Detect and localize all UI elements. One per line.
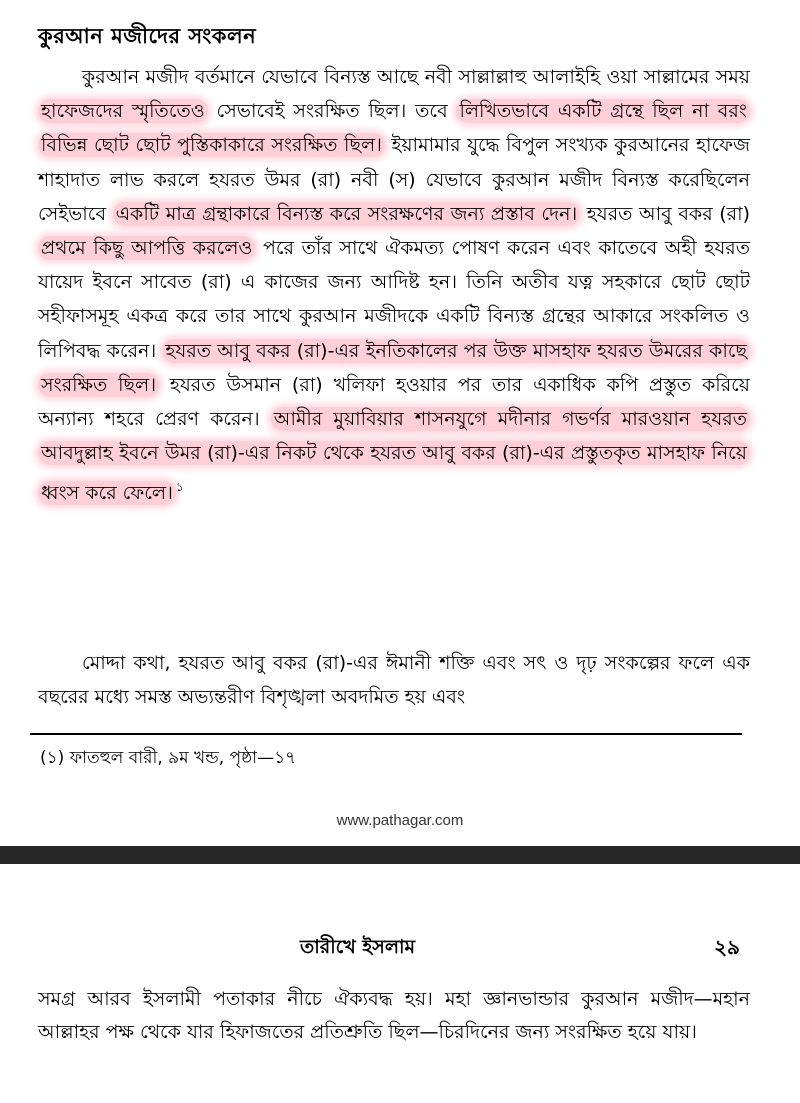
paragraph-continued: সমগ্র আরব ইসলামী পতাকার নীচে ঐক্যবদ্ধ হয়। মহা জ্ঞানভান্ডার কুরআন মজীদ—মহান আল্লাহর পক্ষ থেকে যার হিফাজতের প্রতিশ্রুতি ছিল—চিরদিনের জন্য সংরক্ষিত হয়ে যায়। <box>38 988 750 1043</box>
paragraph-text: পরে তাঁর সাথে ঐকমত্য পোষণ করেন এবং কাতেবে অহী হযরত যায়েদ ইবনে সাবেত (রা) এ কাজের জন্য আদিষ্ট হন। তিনি অতীব যত্ন সহকারে ছোট ছোট সহীফাসমূহ একত্র করে তার সাথে কুরআন মজীদকে একটি বিন্যস্ত গ্রন্থের আকারে সংকলিত ও লিপিবদ্ধ করেন। <box>38 237 750 362</box>
page-number: ২৯ <box>714 935 740 959</box>
footnote-marker: ১ <box>175 480 184 495</box>
footnote: (১) ফাতহুল বারী, ৯ম খন্ড, পৃষ্ঠা—১৭ <box>40 748 297 768</box>
page-separator <box>0 846 800 864</box>
paragraph-text: ইয়ামামার যুদ্ধে বিপুল সংখ্যক কুরআনের হাফেজ শাহাদাত লাভ করলে হযরত উমর (রা) নবী (স) যেভাবে কুরআন মজীদ বিন্যস্ত করেছিলেন সেইভাবে <box>38 134 751 225</box>
paragraph-text: সেভাবেই সংরক্ষিত ছিল। তবে <box>207 100 457 123</box>
running-head: তারীখে ইসলাম <box>300 936 416 958</box>
paragraph-main <box>38 60 750 510</box>
footnote-divider <box>30 733 742 735</box>
highlighted-text: একটি মাত্র গ্রন্থাকারে বিন্যস্ত করে সংরক্ষণের জন্য প্রস্তাব দেন। <box>113 202 581 226</box>
paragraph-text: হযরত উসমান (রা) খলিফা হওয়ার পর তার একাধিক কপি প্রস্তুত করিয়ে অন্যান্য শহরে প্রেরণ করেন। <box>38 373 750 431</box>
paragraph-text: হযরত আবু বকর (রা) <box>580 202 750 225</box>
page-lower <box>0 864 800 1103</box>
paragraph-summary: মোদ্দা কথা, হযরত আবু বকর (রা)-এর ঈমানী শক্তি এবং সৎ ও দৃঢ় সংকল্পের ফলে এক বছরের মধ্যে সমস্ত অভ্যন্তরীণ বিশৃঙ্খলা অবদমিত হয় এবং <box>38 652 750 709</box>
paragraph-text: কুরআন মজীদ বর্তমানে যেভাবে বিন্যস্ত আছে নবী সাল্লাল্লাহু আলাইহি ওয়া সাল্লামের সময় <box>82 66 750 88</box>
highlighted-text: আমীর মুয়াবিয়ার শাসনযুগে মদীনার গভর্ণর মারওয়ান হযরত আবদুল্লাহ ইবনে উমর (রা)-এর নিকট থেকে হযরত আবু বকর (রা)-এর প্রস্তুতকৃত মাসহাফ নিয়ে ধ্বংস করে ফেলে। <box>38 407 750 505</box>
section-heading: কুরআন মজীদের সংকলন <box>38 24 257 48</box>
highlighted-text: হযরত আবু বকর (রা)-এর ইনতিকালের পর উক্ত মাসহাফ হযরত উমরের কাছে সংরক্ষিত ছিল। <box>38 339 750 397</box>
highlighted-text: হাফেজদের স্মৃতিতেও <box>38 99 208 123</box>
highlighted-text: লিখিতভাবে একটি গ্রন্থে ছিল না বরং বিভিন্ন ছোট ছোট পুস্তিকাকারে সংরক্ষিত ছিল। <box>38 99 750 157</box>
watermark: www.pathagar.com <box>336 812 464 829</box>
highlighted-text: প্রথমে কিছু আপত্তি করলেও <box>38 236 255 260</box>
